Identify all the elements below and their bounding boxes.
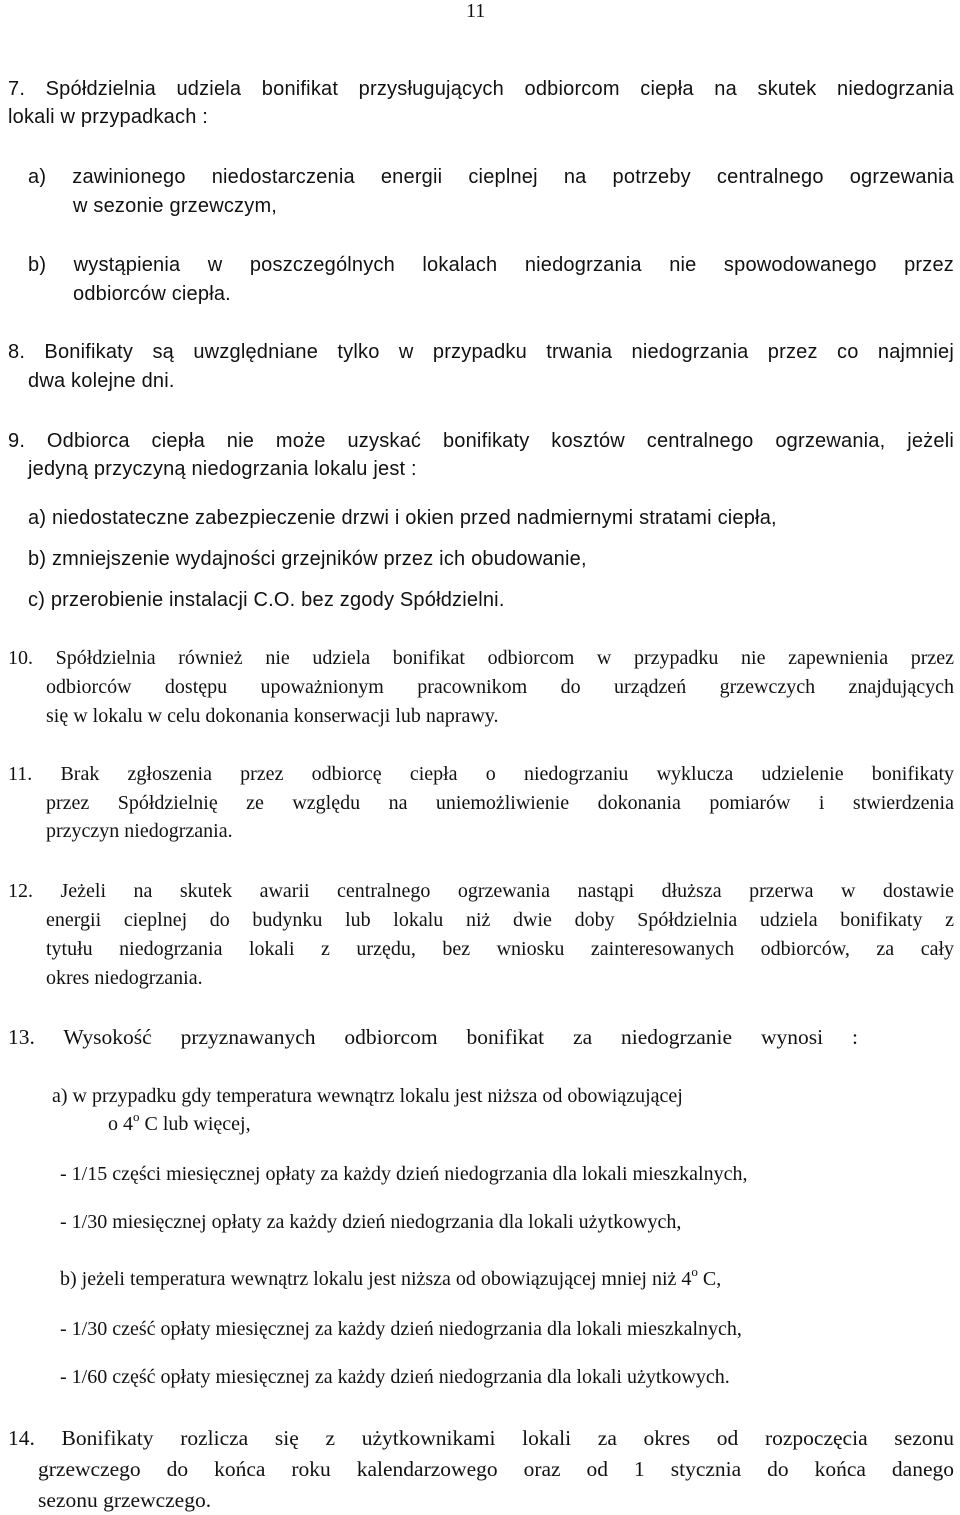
s10-line3: się w lokalu w celu dokonania konserwacji lub naprawy. bbox=[46, 705, 499, 727]
s14-line1: 14. Bonifikaty rozlicza się z użytkownikami lokali za okres od rozpoczęcia sezonu bbox=[8, 1426, 954, 1450]
s12-line1: 12. Jeżeli na skutek awarii centralnego ogrzewania nastąpi dłuższa przerwa w dostawie bbox=[8, 880, 954, 902]
s7-item-b-line1: b) wystąpienia w poszczególnych lokalach niedogrzania nie spowodowanego przez bbox=[28, 254, 954, 276]
s11-line3: przyczyn niedogrzania. bbox=[46, 820, 233, 842]
s7-item-a-line1: a) zawinionego niedostarczenia energii cieplnej na potrzeby centralnego ogrzewania bbox=[28, 166, 954, 188]
s12-line4: okres niedogrzania. bbox=[46, 967, 203, 989]
s9-line1: 9. Odbiorca ciepła nie może uzyskać bonifikaty kosztów centralnego ogrzewania, jeżeli bbox=[8, 430, 954, 452]
s11-line1: 11. Brak zgłoszenia przez odbiorcę ciepła o niedogrzaniu wyklucza udzielenie bonifikaty bbox=[8, 763, 954, 785]
page-number: 11 bbox=[466, 0, 486, 22]
s10-line2: odbiorców dostępu upoważnionym pracownikom do urządzeń grzewczych znajdujących bbox=[46, 676, 954, 698]
s13-item-a-line2: o 4$^o$ C lub więcej, bbox=[108, 1109, 251, 1135]
s13-dash-2: - 1/30 miesięcznej opłaty za każdy dzień niedogrzania dla lokali użytkowych, bbox=[60, 1211, 682, 1233]
s9-item-b: b) zmniejszenie wydajności grzejników przez ich obudowanie, bbox=[28, 548, 587, 570]
s7-item-a-line2: w sezonie grzewczym, bbox=[73, 195, 278, 217]
s9-item-a: a) niedostateczne zabezpieczenie drzwi i okien przed nadmiernymi stratami ciepła, bbox=[28, 507, 777, 529]
s13-dash-4: - 1/60 część opłaty miesięcznej za każdy dzień niedogrzania dla lokali użytkowych. bbox=[60, 1366, 730, 1388]
s8-line1: 8. Bonifikaty są uwzględniane tylko w przypadku trwania niedogrzania przez co najmniej bbox=[8, 341, 954, 363]
s13-item-a-line1: a) w przypadku gdy temperatura wewnątrz lokalu jest niższa od obowiązującej bbox=[52, 1085, 683, 1107]
s13-dash-1: - 1/15 części miesięcznej opłaty za każdy dzień niedogrzania dla lokali mieszkalnych, bbox=[60, 1163, 748, 1185]
s7-line2: lokali w przypadkach : bbox=[8, 106, 209, 128]
s13-dash-3: - 1/30 cześć opłaty miesięcznej za każdy dzień niedogrzania dla lokali mieszkalnych, bbox=[60, 1318, 742, 1340]
s9-line2: jedyną przyczyną niedogrzania lokalu jest : bbox=[28, 458, 417, 480]
s8-line2: dwa kolejne dni. bbox=[28, 370, 175, 392]
s9-item-c: c) przerobienie instalacji C.O. bez zgody Spółdzielni. bbox=[28, 589, 505, 611]
s7-line1: 7. Spółdzielnia udziela bonifikat przysługujących odbiorcom ciepła na skutek niedogrzania bbox=[8, 78, 954, 100]
s14-line2: grzewczego do końca roku kalendarzowego oraz od 1 stycznia do końca danego bbox=[38, 1457, 954, 1481]
s10-line1: 10. Spółdzielnia również nie udziela bonifikat odbiorcom w przypadku nie zapewnienia przez bbox=[8, 647, 954, 669]
s13-item-b: b) jeżeli temperatura wewnątrz lokalu jest niższa od obowiązującej mniej niż 4$^o$ C, bbox=[60, 1264, 722, 1290]
s12-line3: tytułu niedogrzania lokali z urzędu, bez wniosku zainteresowanych odbiorców, za cały bbox=[46, 938, 954, 960]
s11-line2: przez Spółdzielnię ze względu na uniemożliwienie dokonania pomiarów i stwierdzenia bbox=[46, 792, 954, 814]
s12-line2: energii cieplnej do budynku lub lokalu niż dwie doby Spółdzielnia udziela bonifikaty z bbox=[46, 909, 954, 931]
s13-heading: 13. Wysokość przyznawanych odbiorcom bonifikat za niedogrzanie wynosi : bbox=[8, 1025, 858, 1049]
s7-item-b-line2: odbiorców ciepła. bbox=[73, 283, 231, 305]
s14-line3: sezonu grzewczego. bbox=[38, 1488, 212, 1512]
